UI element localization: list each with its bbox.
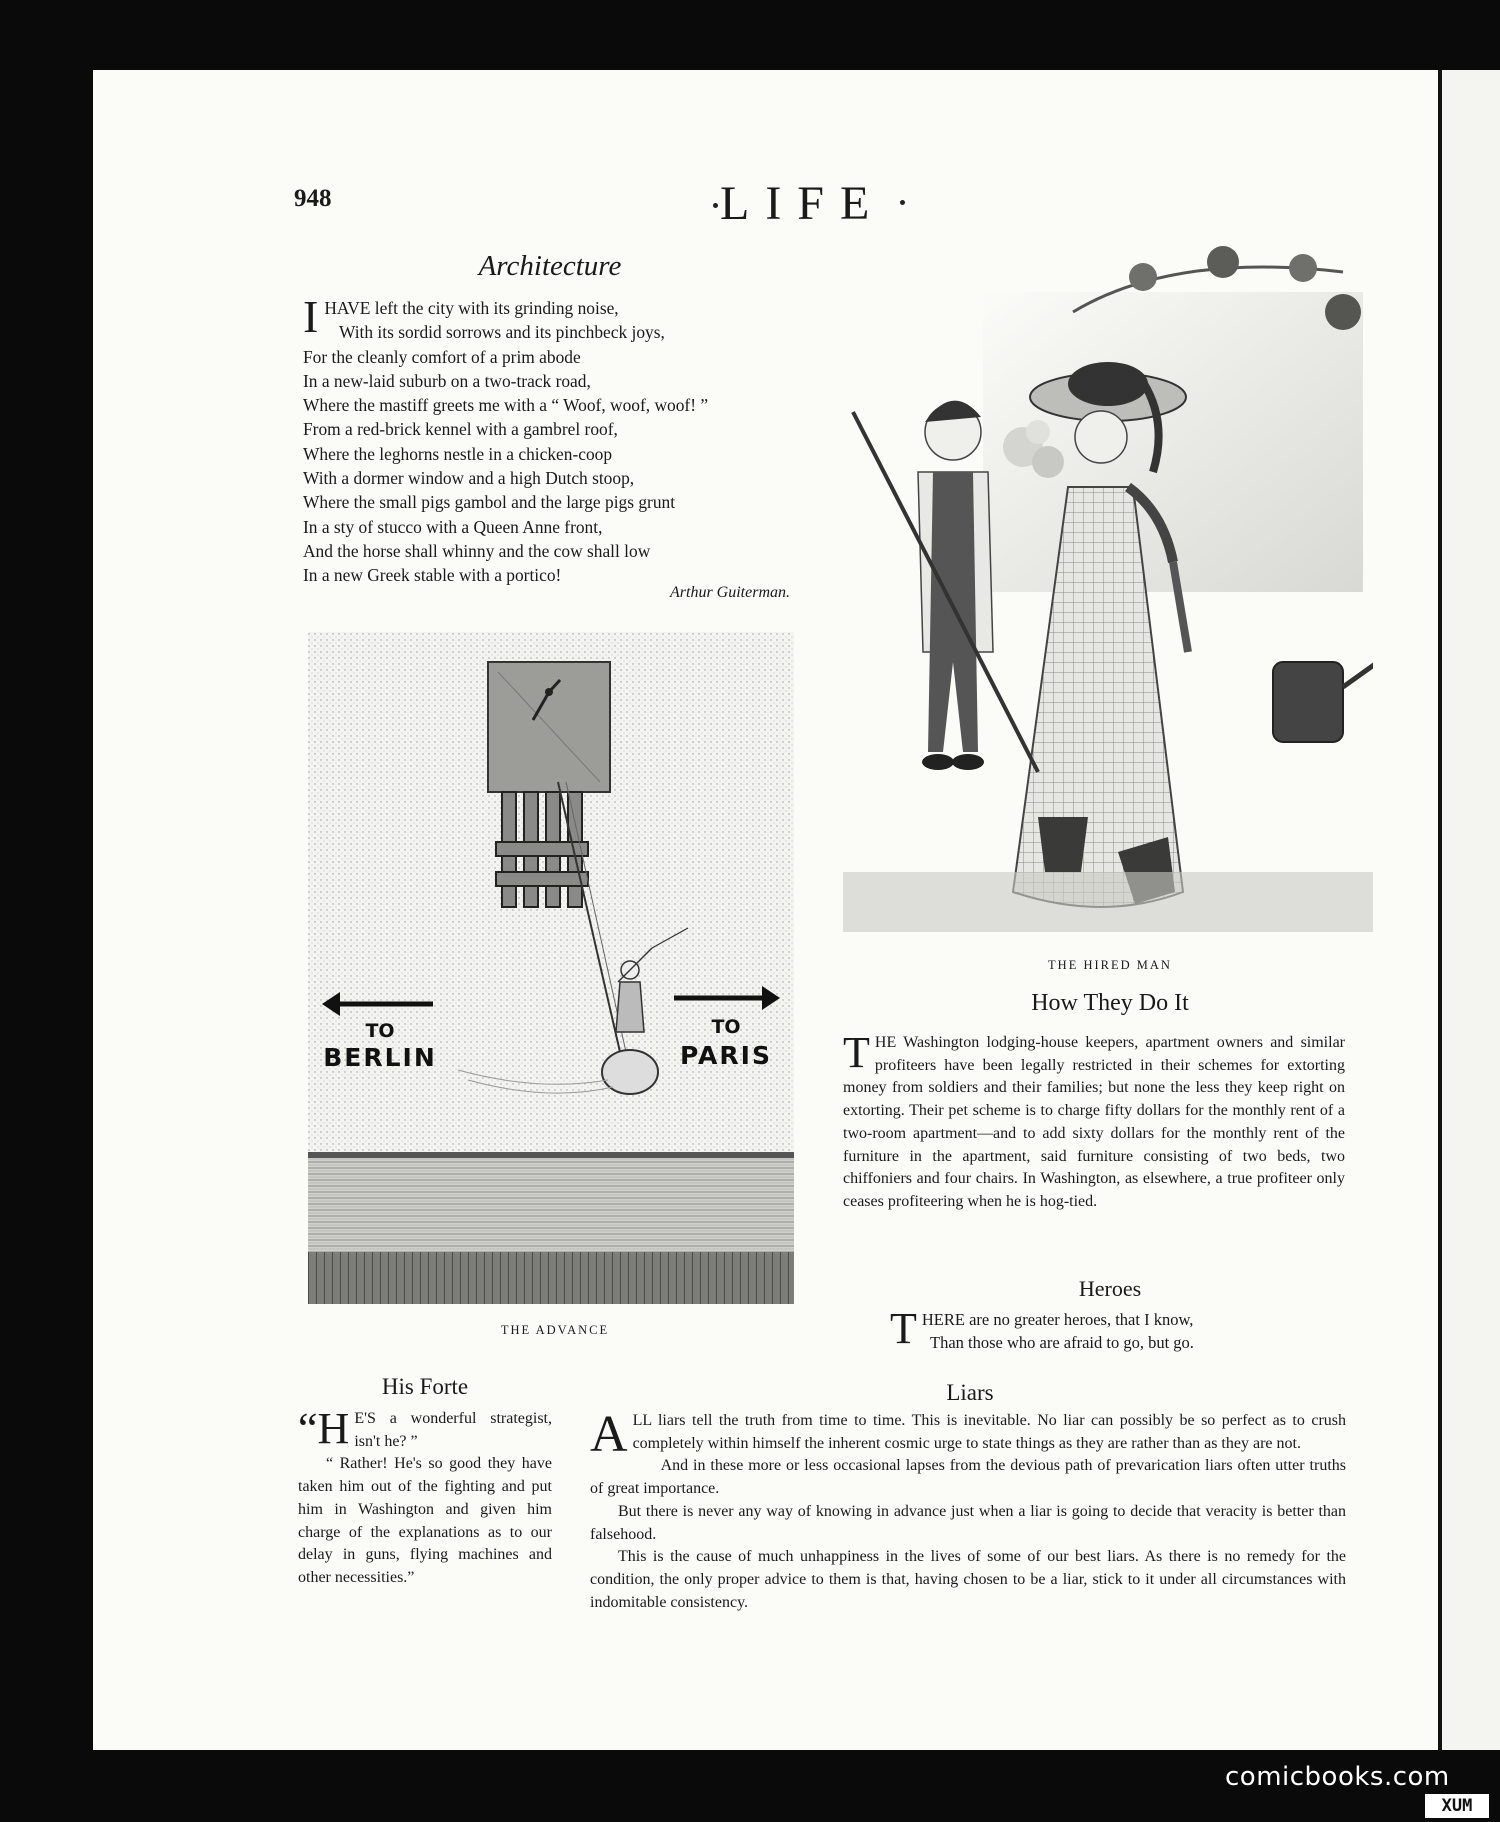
poem-line: With a dormer window and a high Dutch stoop, — [303, 468, 635, 489]
page-number: 948 — [294, 185, 332, 212]
poem-line: And the horse shall whinny and the cow shall low — [303, 540, 651, 561]
arrow-left-to: TO — [365, 1020, 395, 1042]
forte-p2: “ Rather! He's so good they have taken him out of the fighting and put him in Washington and given him charge of the explanations as to our delay in guns, flying machines and other necessities.” — [298, 1455, 552, 1586]
poem-line: Where the leghorns nestle in a chicken-coop — [303, 443, 613, 464]
scan-badge: XUM — [1425, 1794, 1489, 1818]
poem-dropcap: I — [303, 291, 319, 342]
liars-title: Liars — [946, 1380, 994, 1405]
how-dropcap: T — [843, 1028, 870, 1077]
hired-man-caption: THE HIRED MAN — [1048, 958, 1172, 972]
his-forte-article — [298, 1404, 552, 1590]
poem-author: Arthur Guiterman. — [670, 584, 790, 601]
poem-line: Where the mastiff greets me with a “ Woof, woof, woof! ” — [303, 395, 709, 416]
architecture-poem — [303, 291, 813, 588]
boy-figure-icon — [918, 401, 993, 770]
liars-p2: And in these more or less occasional lapses from the devious path of prevarication liars often utter truths of great importance. — [590, 1457, 1346, 1498]
advance-cartoon — [308, 632, 794, 1304]
liars-p1: LL liars tell the truth from time to time. This is inevitable. No liar can possibly be so perfect as to crush completely within himself the inherent cosmic urge to state things as they are rather than as they are not. — [632, 1412, 1346, 1452]
poem-line: HAVE left the city with its grinding noise, — [324, 298, 619, 318]
liars-dropcap: A — [590, 1406, 628, 1463]
arrow-left-place: BERLIN — [323, 1043, 437, 1072]
masthead-title: LIFE — [720, 177, 886, 230]
arrow-right-to: TO — [711, 1016, 741, 1038]
his-forte-title: His Forte — [381, 1374, 469, 1399]
poem-line: In a new Greek stable with a portico! — [303, 565, 562, 586]
poem-line: With its sordid sorrows and its pinchbeck joys, — [339, 322, 665, 343]
poem-line: Where the small pigs gambol and the large pigs grunt — [303, 492, 676, 513]
forte-dropcap: “H — [298, 1404, 350, 1453]
poem-line: From a red-brick kennel with a gambrel roof, — [303, 419, 618, 440]
heroes-poem — [890, 1304, 1330, 1354]
advance-caption: THE ADVANCE — [500, 1323, 610, 1337]
adjacent-page-edge — [1442, 70, 1500, 1750]
watermark: comicbooks.com — [1225, 1762, 1450, 1792]
arrow-right-place: PARIS — [680, 1041, 772, 1070]
liars-p4: This is the cause of much unhappiness in the lives of some of our best liars. As there is no remedy for the condition, the only proper advice to them is that, having chosen to be a liar, stick to it under all circumstances with indomitable consistency. — [590, 1548, 1346, 1611]
liars-p3: But there is never any way of knowing in advance just when a liar is going to decide that veracity is better than falsehood. — [590, 1502, 1346, 1543]
architecture-title: Architecture — [478, 250, 622, 282]
heroes-dropcap: T — [890, 1304, 917, 1353]
how-they-do-it-title: How They Do It — [1031, 990, 1189, 1016]
how-body: HE Washington lodging-house keepers, apartment owners and similar profiteers have been legally restricted in their schemes for extorting money from soldiers and their families; but none the less they keep right on extorting. Their pet scheme is to charge fifty dollars for the monthly rent of a two-room apartment—and to add sixty dollars for the monthly rent of the furniture in the apartment, said furniture consisting of two beds, two chiffoniers and four chairs. In Washington, as elsewhere, a true profiteer only ceases profiteering when he is hog-tied. — [843, 1034, 1345, 1210]
masthead-dot-left — [713, 203, 718, 208]
hired-man-illustration — [843, 232, 1373, 937]
heroes-title: Heroes — [1078, 1276, 1142, 1301]
watering-can-icon — [1273, 662, 1373, 742]
masthead-dot-right — [900, 200, 905, 205]
how-they-do-it-article — [843, 1028, 1345, 1214]
liars-article — [590, 1406, 1346, 1614]
ground — [843, 872, 1373, 932]
heroes-line-1: HERE are no greater heroes, that I know, — [921, 1310, 1194, 1329]
heroes-line-2: Than those who are afraid to go, but go. — [930, 1333, 1194, 1352]
poem-line: For the cleanly comfort of a prim abode — [303, 346, 581, 367]
poem-line: In a new-laid suburb on a two-track road, — [303, 370, 591, 391]
forte-p1: E'S a wonderful strategist, isn't he? ” — [354, 1410, 552, 1450]
wainscot — [308, 1152, 794, 1252]
floor — [308, 1252, 794, 1304]
poem-line: In a sty of stucco with a Queen Anne front, — [303, 516, 603, 537]
